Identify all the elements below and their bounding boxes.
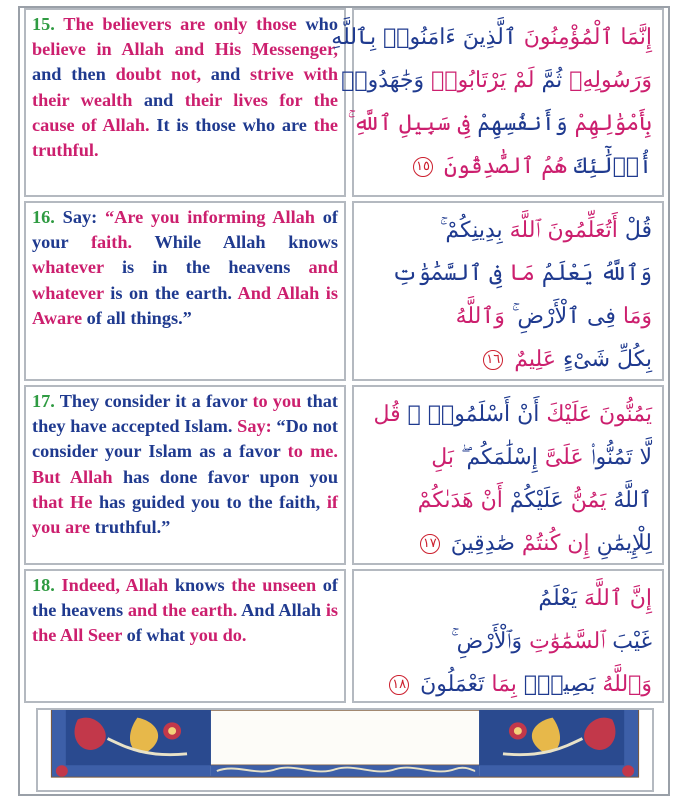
arabic-line	[347, 102, 652, 145]
arabic-line	[364, 663, 652, 706]
decorative-border	[36, 708, 654, 792]
arabic-segment: إِنَّ ٱللَّهَ	[577, 586, 652, 611]
arabic-segment: فِى ٱلْأَرْضِ ۚ	[504, 304, 616, 329]
english-segment: of the heavens	[32, 575, 338, 621]
english-cell	[24, 569, 346, 703]
arabic-segment: قُلْ	[617, 218, 652, 243]
english-segment: the truthful.	[32, 114, 338, 161]
english-segment: is on the earth.	[110, 282, 238, 303]
english-segment: is the All Seer	[32, 600, 339, 646]
english-segment: Indeed, Allah	[61, 575, 175, 595]
arabic-segment: وَأَنفُسِهِمْ	[470, 111, 568, 136]
arabic-segment: يَعْلَمُ	[538, 586, 578, 611]
arabic-segment: فِى ٱلسَّمَٰوَٰتِ	[391, 261, 503, 286]
verse-row-17	[24, 385, 664, 565]
verse-end-marker: ١٦	[483, 350, 503, 370]
arabic-segment: أُو۟لَٰٓئِكَ	[567, 154, 652, 179]
english-segment: the unseen	[231, 575, 323, 595]
verse-number: 17.	[32, 391, 55, 411]
english-segment: and whatever	[32, 257, 338, 303]
arabic-line	[364, 338, 652, 381]
arabic-segment: بِكُلِّ شَىْءٍ	[555, 347, 652, 372]
english-segment: if you are	[32, 491, 338, 538]
english-segment: “Do not consider your Islam as a favor	[32, 416, 339, 462]
english-segment: believe in Allah and His Messenger,	[32, 39, 338, 60]
arabic-segment: عَلَىَّ	[537, 445, 584, 470]
arabic-segment: قُل	[373, 402, 401, 427]
english-cell	[24, 8, 346, 197]
english-spans	[32, 391, 338, 537]
arabic-line	[364, 577, 652, 620]
arabic-segment: بِمَا	[484, 672, 517, 697]
english-segment: and then	[32, 64, 116, 85]
verse-end-marker: ١٥	[413, 157, 433, 177]
verse-number: 16.	[32, 207, 55, 227]
arabic-line	[364, 209, 652, 252]
arabic-segment: إِسْلَٰمَكُم ۖ	[453, 445, 538, 470]
arabic-segment: تَعْمَلُونَ	[413, 672, 485, 697]
arabic-segment: وَمَا	[615, 304, 652, 329]
arabic-segment: أَنْ هَدَىٰكُمْ	[417, 488, 503, 513]
arabic-segment: إِنَّمَا ٱلْمُؤْمِنُونَ	[516, 25, 652, 50]
arabic-segment: ٱلسَّمَٰوَٰتِ	[522, 629, 606, 654]
english-segment: knows	[174, 575, 232, 595]
arabic-segment: مَا	[502, 261, 535, 286]
english-segment: their lives for the cause of Allah.	[32, 89, 338, 135]
arabic-segment: أَتُعَلِّمُونَ ٱللَّهَ	[502, 218, 618, 243]
english-spans	[32, 575, 338, 645]
arabic-segment: غَيْبَ	[605, 629, 652, 654]
english-segment: has done favor upon you	[122, 466, 338, 487]
arabic-segment: وَٱللَّهُ يَعْلَمُ	[534, 261, 652, 286]
arabic-segment: وَجَٰهَدُوا۟	[341, 68, 425, 93]
arabic-segment: لَّا تَمُنُّوا۟	[583, 445, 652, 470]
arabic-line	[364, 393, 652, 436]
arabic-line	[364, 295, 652, 338]
english-text	[32, 573, 338, 649]
verse-row-18	[24, 569, 664, 703]
arabic-segment: يَمُنُّ	[563, 488, 607, 513]
english-segment: of all things.”	[86, 307, 192, 328]
english-segment: has guided you to the faith,	[98, 491, 327, 512]
english-segment: doubt not,	[115, 64, 211, 85]
arabic-line	[341, 59, 652, 102]
english-segment: you do.	[189, 625, 247, 646]
arabic-line	[364, 145, 652, 188]
arabic-segment: فِى سَبِيلِ ٱللَّهِ ۚ	[347, 111, 471, 136]
arabic-line	[364, 479, 652, 522]
arabic-segment: ٱلَّذِينَ ءَامَنُوا۟ بِٱللَّهِ	[331, 25, 517, 50]
arabic-cell	[352, 385, 664, 565]
english-segment: Say:	[62, 207, 106, 227]
english-segment: The believers are only those	[63, 14, 306, 34]
arabic-segment: إِن كُنتُمْ	[514, 531, 590, 556]
english-segment: of your	[32, 207, 338, 253]
english-segment: that they have accepted Islam.	[32, 391, 338, 437]
english-cell	[24, 385, 346, 565]
english-segment: that He	[32, 491, 99, 512]
english-segment: “Are you informing Allah	[105, 207, 323, 227]
arabic-segment: بِأَمْوَٰلِهِمْ	[567, 111, 652, 136]
verse-row-16	[24, 201, 664, 381]
english-segment: and the earth.	[127, 600, 242, 621]
english-segment: While Allah knows	[154, 232, 338, 253]
arabic-segment: صَٰدِقِينَ	[443, 531, 515, 556]
arabic-line	[331, 16, 652, 59]
arabic-segment: ٱللَّهُ	[606, 488, 652, 513]
english-text	[32, 205, 338, 331]
english-segment: whatever	[32, 257, 122, 278]
arabic-segment: وَٱللَّهُ	[455, 304, 505, 329]
arabic-segment: عَلِيمٌ	[507, 347, 556, 372]
page-frame	[18, 6, 670, 796]
english-segment: They consider it a favor	[59, 391, 253, 411]
arabic-segment: ثُمَّ	[534, 68, 563, 93]
english-text	[32, 12, 338, 163]
english-cell	[24, 201, 346, 381]
arabic-segment: وَٱللَّهُ	[595, 672, 652, 697]
arabic-segment: أَنْ أَسْلَمُوا۟ ۖ	[400, 402, 540, 427]
arabic-cell	[352, 201, 664, 381]
english-segment: of what	[126, 625, 190, 646]
arabic-segment: لَمْ يَرْتَابُوا۟	[424, 68, 535, 93]
verse-row-15	[24, 8, 664, 197]
english-spans	[32, 207, 338, 328]
english-segment: to you	[252, 391, 307, 411]
verse-number: 18.	[32, 575, 55, 595]
english-segment: faith.	[90, 232, 155, 253]
english-segment: And Allah	[241, 600, 326, 621]
arabic-segment: عَلَيْكُمْ	[502, 488, 564, 513]
arabic-line	[364, 522, 652, 565]
english-segment: And Allah is Aware	[32, 282, 339, 328]
arabic-segment: يَمُنُّونَ عَلَيْكَ	[539, 402, 652, 427]
arabic-line	[364, 620, 652, 663]
english-segment: and	[143, 89, 185, 110]
arabic-segment: هُمُ ٱلصَّٰدِقُونَ	[437, 154, 568, 179]
arabic-cell	[352, 569, 664, 703]
arabic-segment: بِدِينِكُمْ ۚ	[439, 218, 503, 243]
verse-number: 15.	[32, 14, 55, 34]
arabic-segment: وَرَسُولِهِۦ	[562, 68, 652, 93]
arabic-segment: وَٱلْأَرْضِ ۚ	[451, 629, 523, 654]
arabic-segment: بَصِيرٌۢ	[516, 672, 596, 697]
arabic-line	[364, 252, 652, 295]
english-segment: strive with their wealth	[32, 64, 339, 110]
floral-ornament-icon	[38, 710, 652, 790]
english-spans	[32, 14, 338, 160]
english-segment: and	[210, 64, 251, 85]
arabic-segment: لِلْإِيمَٰنِ	[589, 531, 652, 556]
verse-end-marker: ١٨	[389, 675, 409, 695]
arabic-segment: بَلِ	[431, 445, 454, 470]
english-segment: Say:	[237, 416, 277, 437]
english-text	[32, 389, 338, 540]
english-segment: who	[305, 14, 338, 34]
verse-end-marker: ١٧	[420, 534, 440, 554]
arabic-line	[364, 436, 652, 479]
english-segment: is in the heavens	[121, 257, 309, 278]
english-segment: truthful.”	[94, 517, 171, 538]
arabic-cell	[331, 8, 664, 197]
english-segment: It is those who are	[156, 114, 314, 135]
english-segment: to me. But Allah	[32, 441, 338, 487]
